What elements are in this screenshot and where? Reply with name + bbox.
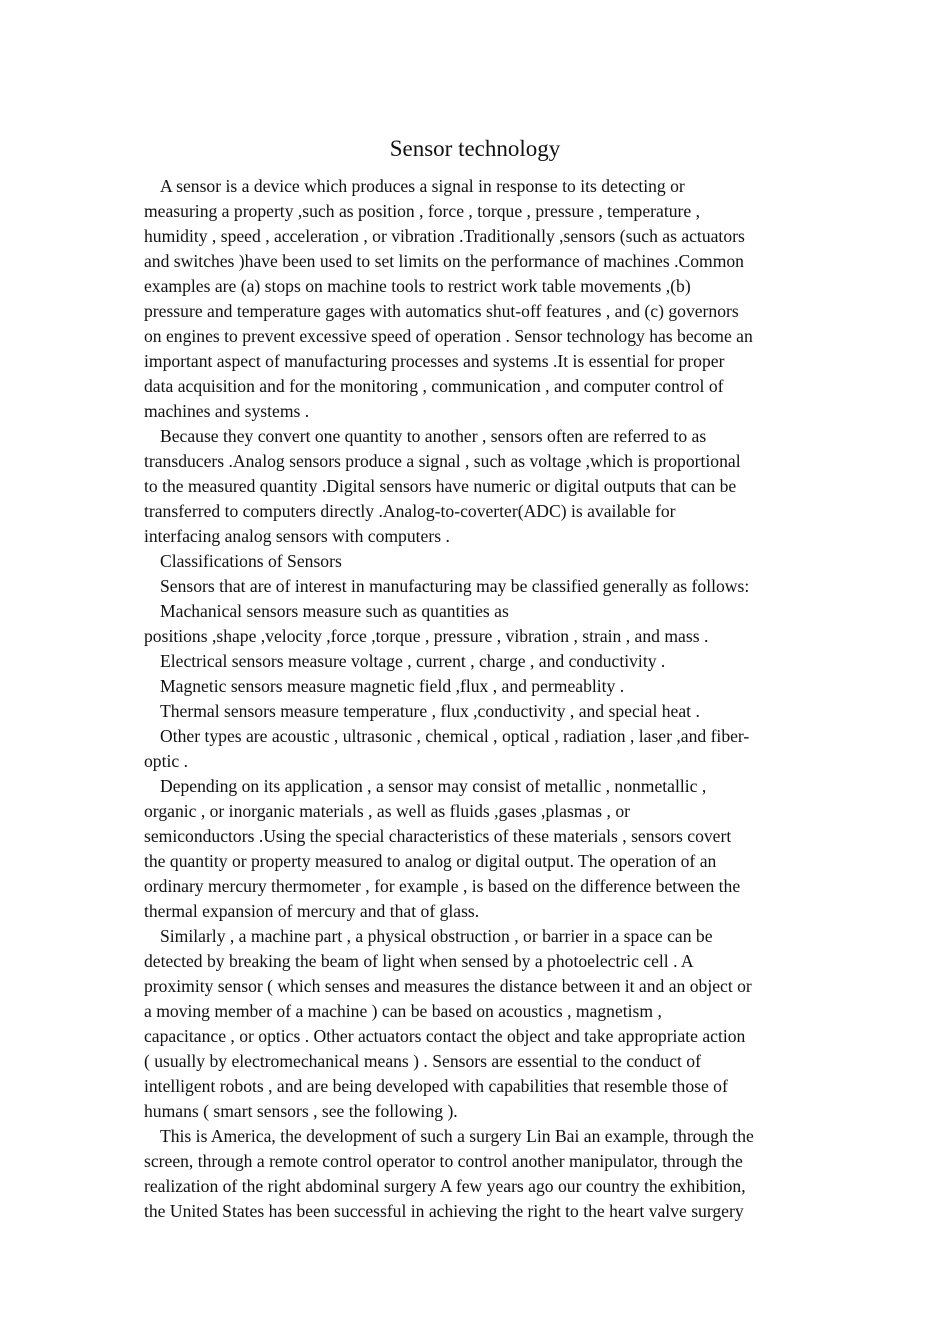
text-line: proximity sensor ( which senses and measures the distance between it and an object or (144, 976, 752, 996)
text-line: detected by breaking the beam of light when sensed by a photoelectric cell . A (144, 951, 694, 971)
text-line: ordinary mercury thermometer , for example , is based on the difference between the (144, 876, 741, 896)
text-line: transducers .Analog sensors produce a signal , such as voltage ,which is proportional (144, 451, 741, 471)
text-line: measuring a property ,such as position , force , torque , pressure , temperature , (144, 201, 700, 221)
text-line: Because they convert one quantity to another , sensors often are referred to as (160, 426, 707, 446)
text-line: interfacing analog sensors with computers . (144, 526, 450, 546)
text-line: the United States has been successful in achieving the right to the heart valve surgery (144, 1201, 744, 1221)
text-line: organic , or inorganic materials , as well as fluids ,gases ,plasmas , or (144, 801, 630, 821)
text-line: This is America, the development of such a surgery Lin Bai an example, through the (160, 1126, 754, 1146)
text-line: Similarly , a machine part , a physical obstruction , or barrier in a space can be (160, 926, 713, 946)
document-title: Sensor technology (389, 136, 561, 161)
text-line: intelligent robots , and are being developed with capabilities that resemble those of (144, 1076, 728, 1096)
text-line: semiconductors .Using the special characteristics of these materials , sensors covert (144, 826, 732, 846)
text-line: Other types are acoustic , ultrasonic , chemical , optical , radiation , laser ,and fiber- (160, 726, 750, 746)
text-line: optic . (144, 751, 188, 771)
text-line: examples are (a) stops on machine tools to restrict work table movements ,(b) (144, 276, 691, 296)
text-line: Machanical sensors measure such as quantities as (160, 601, 509, 621)
text-line: on engines to prevent excessive speed of operation . Sensor technology has become an (144, 326, 753, 346)
text-line: important aspect of manufacturing processes and systems .It is essential for proper (144, 351, 725, 371)
text-line: the quantity or property measured to analog or digital output. The operation of an (144, 851, 717, 871)
text-line: screen, through a remote control operator to control another manipulator, through the (144, 1151, 743, 1171)
text-line: Thermal sensors measure temperature , flux ,conductivity , and special heat . (160, 701, 700, 721)
text-line: Sensors that are of interest in manufacturing may be classified generally as follows: (160, 576, 750, 596)
text-line: to the measured quantity .Digital sensors have numeric or digital outputs that can be (144, 476, 737, 496)
text-line: pressure and temperature gages with automatics shut-off features , and (c) governors (144, 301, 739, 321)
text-line: Magnetic sensors measure magnetic field ,flux , and permeablity . (160, 676, 625, 696)
text-line: humans ( smart sensors , see the following ). (144, 1101, 458, 1121)
text-line: ( usually by electromechanical means ) . Sensors are essential to the conduct of (144, 1051, 701, 1071)
text-line: transferred to computers directly .Analog-to-coverter(ADC) is available for (144, 501, 676, 521)
text-line: thermal expansion of mercury and that of glass. (144, 901, 480, 921)
text-line: data acquisition and for the monitoring , communication , and computer control of (144, 376, 724, 396)
text-line: A sensor is a device which produces a signal in response to its detecting or (160, 176, 685, 196)
text-line: machines and systems . (144, 401, 310, 421)
text-line: and switches )have been used to set limits on the performance of machines .Common (144, 251, 744, 271)
text-line: humidity , speed , acceleration , or vibration .Traditionally ,sensors (such as actuators (144, 226, 745, 246)
text-line: Electrical sensors measure voltage , current , charge , and conductivity . (160, 651, 666, 671)
text-line: positions ,shape ,velocity ,force ,torque , pressure , vibration , strain , and mass . (144, 626, 709, 646)
section-heading: Classifications of Sensors (160, 551, 342, 571)
text-line: Depending on its application , a sensor may consist of metallic , nonmetallic , (160, 776, 707, 796)
text-line: a moving member of a machine ) can be based on acoustics , magnetism , (144, 1001, 662, 1021)
text-line: realization of the right abdominal surgery A few years ago our country the exhibition, (144, 1176, 746, 1196)
document-body (144, 174, 812, 1224)
text-line: capacitance , or optics . Other actuators contact the object and take appropriate action (144, 1026, 746, 1046)
